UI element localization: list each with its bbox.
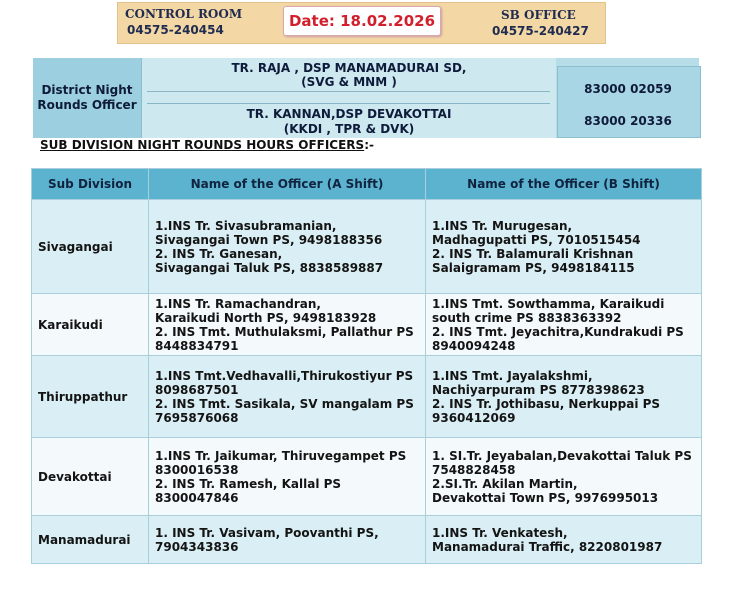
b-shift-cell: 1.INS Tmt. Sowthamma, Karaikudi south crime PS 8838363392 2. INS Tmt. Jeyachitra,Kundrakudi PS 8940094248	[426, 294, 702, 356]
table-header-row	[32, 169, 702, 200]
table-row	[32, 200, 702, 294]
subdivision-cell: Sivagangai	[32, 200, 149, 294]
subdivision-cell: Manamadurai	[32, 516, 149, 564]
district-night-rounds-panel	[33, 58, 699, 138]
sb-office-title: SB OFFICE	[501, 8, 576, 22]
subdivision-heading-suffix: :-	[364, 138, 374, 152]
table-row	[32, 294, 702, 356]
district-night-rounds-label: District Night Rounds Officer	[33, 58, 142, 138]
officer-2-phone: 83000 20336	[584, 114, 672, 128]
header-banner	[117, 2, 606, 44]
date-badge: Date: 18.02.2026	[283, 6, 441, 36]
subdivision-heading-text: SUB DIVISION NIGHT ROUNDS HOURS OFFICERS	[40, 138, 365, 152]
a-shift-cell: 1.INS Tr. Jaikumar, Thiruvegampet PS 8300016538 2. INS Tr. Ramesh, Kallal PS 8300047846	[149, 438, 426, 516]
officer-1-name: TR. RAJA , DSP MANAMADURAI SD,	[231, 61, 467, 75]
a-shift-cell: 1.INS Tr. Sivasubramanian, Sivagangai Town PS, 9498188356 2. INS Tr. Ganesan, Sivagangai Taluk PS, 8838589887	[149, 200, 426, 294]
table-row	[32, 356, 702, 438]
control-room-phone: 04575-240454	[127, 23, 224, 37]
subdivision-cell: Devakottai	[32, 438, 149, 516]
column-header-b-shift: Name of the Officer (B Shift)	[426, 169, 702, 200]
table-row	[32, 438, 702, 516]
night-rounds-table	[31, 168, 702, 564]
b-shift-cell: 1.INS Tr. Venkatesh, Manamadurai Traffic, 8220801987	[426, 516, 702, 564]
officer-1-area: (SVG & MNM )	[301, 75, 397, 89]
divider	[147, 91, 550, 92]
divider	[147, 103, 550, 104]
sb-office-phone: 04575-240427	[492, 24, 589, 38]
b-shift-cell: 1.INS Tmt. Jayalakshmi, Nachiyarpuram PS 8778398623 2. INS Tr. Jothibasu, Nerkuppai PS 9360412069	[426, 356, 702, 438]
subdivision-heading	[40, 138, 374, 152]
column-header-subdivision: Sub Division	[32, 169, 149, 200]
a-shift-cell: 1.INS Tmt.Vedhavalli,Thirukostiyur PS 8098687501 2. INS Tmt. Sasikala, SV mangalam PS 7695876068	[149, 356, 426, 438]
officer-1-phone: 83000 02059	[584, 82, 672, 96]
table-row	[32, 516, 702, 564]
officer-2-name: TR. KANNAN,DSP DEVAKOTTAI	[246, 107, 452, 121]
a-shift-cell: 1.INS Tr. Ramachandran, Karaikudi North PS, 9498183928 2. INS Tmt. Muthulaksmi, Pallathur PS 8448834791	[149, 294, 426, 356]
b-shift-cell: 1.INS Tr. Murugesan, Madhagupatti PS, 7010515454 2. INS Tr. Balamurali Krishnan Salaigramam PS, 9498184115	[426, 200, 702, 294]
column-header-a-shift: Name of the Officer (A Shift)	[149, 169, 426, 200]
a-shift-cell: 1. INS Tr. Vasivam, Poovanthi PS, 7904343836	[149, 516, 426, 564]
control-room-title: CONTROL ROOM	[125, 7, 243, 21]
subdivision-cell: Thiruppathur	[32, 356, 149, 438]
officer-2-area: (KKDI , TPR & DVK)	[283, 122, 415, 136]
subdivision-cell: Karaikudi	[32, 294, 149, 356]
b-shift-cell: 1. SI.Tr. Jeyabalan,Devakottai Taluk PS 7548828458 2.SI.Tr. Akilan Martin, Devakottai Town PS, 9976995013	[426, 438, 702, 516]
